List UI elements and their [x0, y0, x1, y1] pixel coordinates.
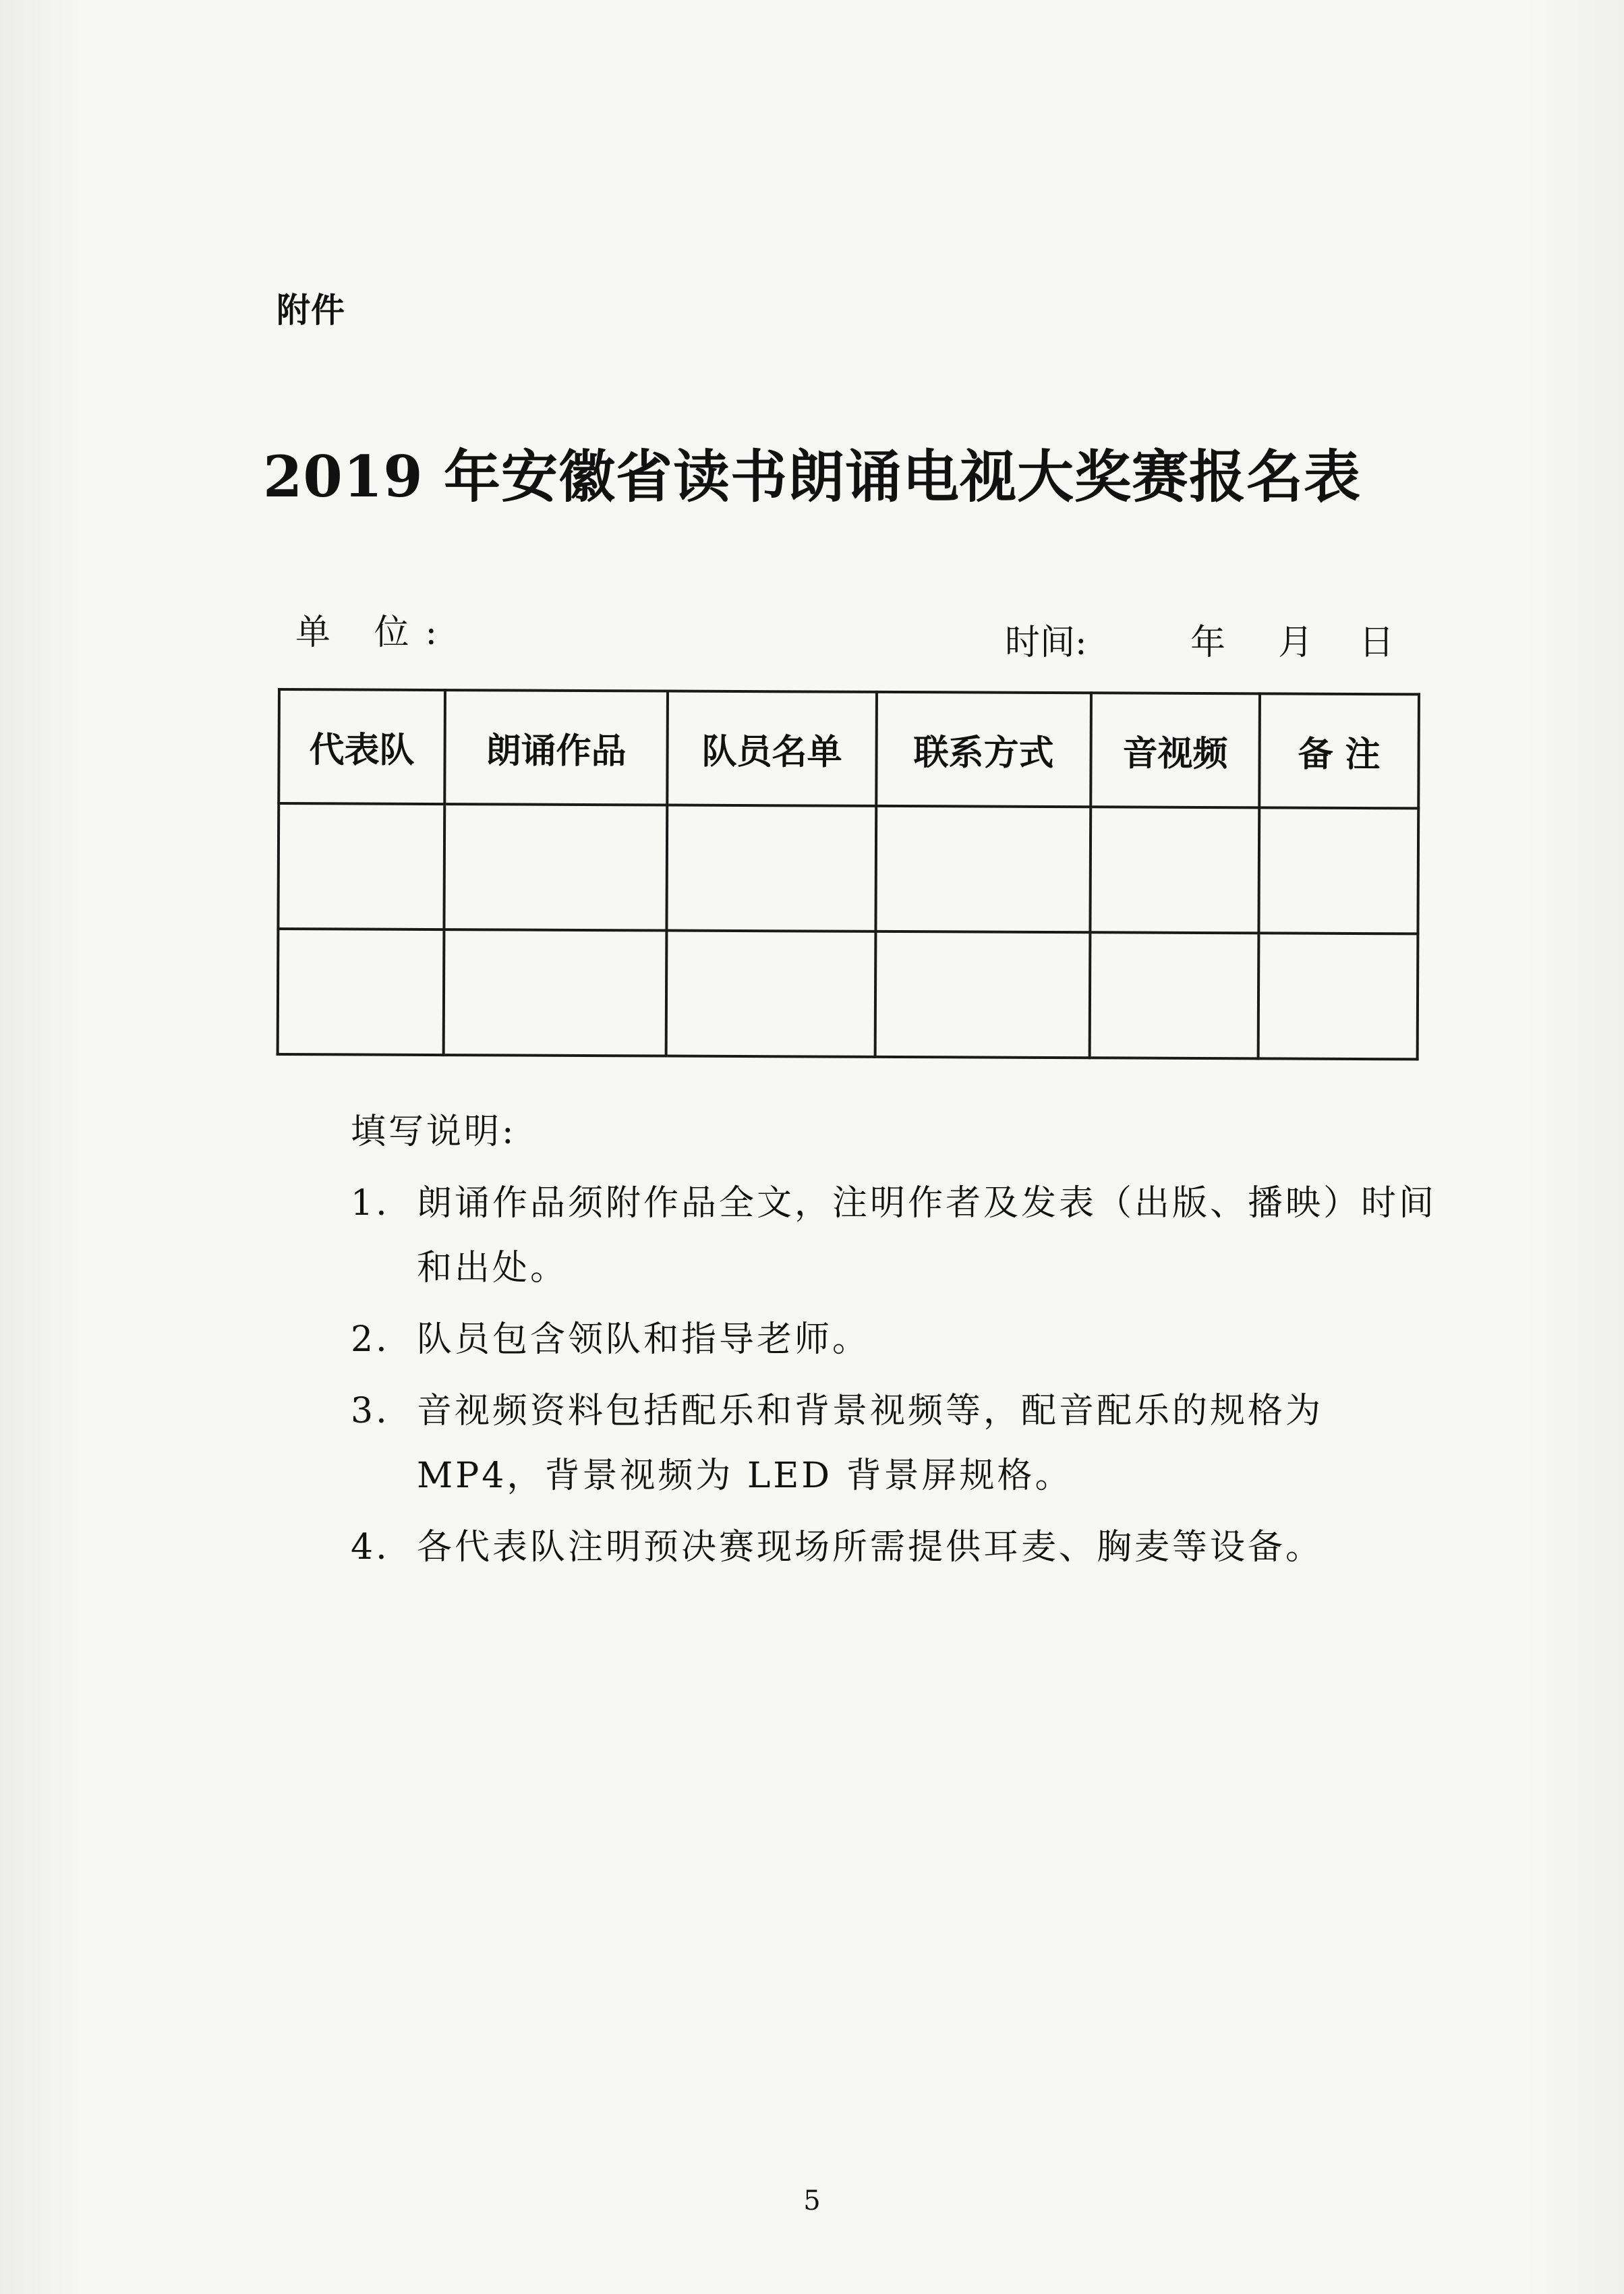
column-header-members: 队员名单	[667, 691, 877, 806]
instruction-item	[351, 1307, 1443, 1372]
column-header-team: 代表队	[279, 689, 445, 804]
table-cell[interactable]	[875, 931, 1091, 1058]
time-label: 时间:	[1005, 623, 1087, 663]
time-line	[1005, 614, 1410, 661]
column-header-media: 音视频	[1091, 693, 1260, 807]
page-number: 5	[803, 2185, 821, 2216]
table-header-row	[279, 689, 1419, 808]
table-cell[interactable]	[1090, 807, 1259, 933]
instruction-text: 音视频资料包括配乐和背景视频等，配音配乐的规格为MP4，背景视频为 LED 背景屏规格。	[417, 1391, 1324, 1496]
instruction-item	[351, 1171, 1443, 1300]
table-cell[interactable]	[278, 929, 444, 1055]
month-label: 月	[1278, 623, 1314, 663]
instruction-text: 各代表队注明预决赛现场所需提供耳麦、胸麦等设备。	[417, 1527, 1324, 1568]
instruction-item	[351, 1515, 1443, 1580]
column-header-contact: 联系方式	[876, 692, 1091, 807]
table-row	[278, 803, 1418, 934]
table-cell[interactable]	[444, 804, 667, 930]
instruction-item	[351, 1379, 1443, 1508]
attachment-label: 附件	[277, 291, 345, 330]
registration-table	[277, 688, 1420, 1060]
instruction-number: 3.	[351, 1391, 390, 1431]
instructions	[351, 1099, 1443, 1580]
instruction-number: 2.	[351, 1319, 390, 1360]
year-label: 年	[1190, 623, 1226, 663]
column-header-remarks: 备 注	[1259, 693, 1419, 808]
table-row	[278, 929, 1418, 1059]
instruction-text: 朗诵作品须附作品全文，注明作者及发表（出版、播映）时间和出处。	[417, 1183, 1437, 1288]
instruction-number: 4.	[351, 1527, 390, 1568]
instruction-number: 1.	[351, 1183, 390, 1224]
unit-label: 单 位:	[295, 612, 454, 653]
day-label: 日	[1359, 623, 1395, 663]
table-cell[interactable]	[875, 806, 1091, 932]
instruction-text: 队员包含领队和指导老师。	[417, 1319, 871, 1360]
table-cell[interactable]	[666, 805, 876, 931]
column-header-work: 朗诵作品	[444, 690, 668, 805]
page-title: 2019 年安徽省读书朗诵电视大奖赛报名表	[262, 443, 1362, 510]
table-cell[interactable]	[1258, 933, 1418, 1059]
table-cell[interactable]	[444, 929, 667, 1056]
table-cell[interactable]	[666, 931, 876, 1057]
table-cell[interactable]	[1090, 932, 1259, 1058]
instructions-title: 填写说明:	[351, 1112, 517, 1152]
table-cell[interactable]	[1258, 807, 1418, 934]
table-cell[interactable]	[278, 803, 444, 929]
